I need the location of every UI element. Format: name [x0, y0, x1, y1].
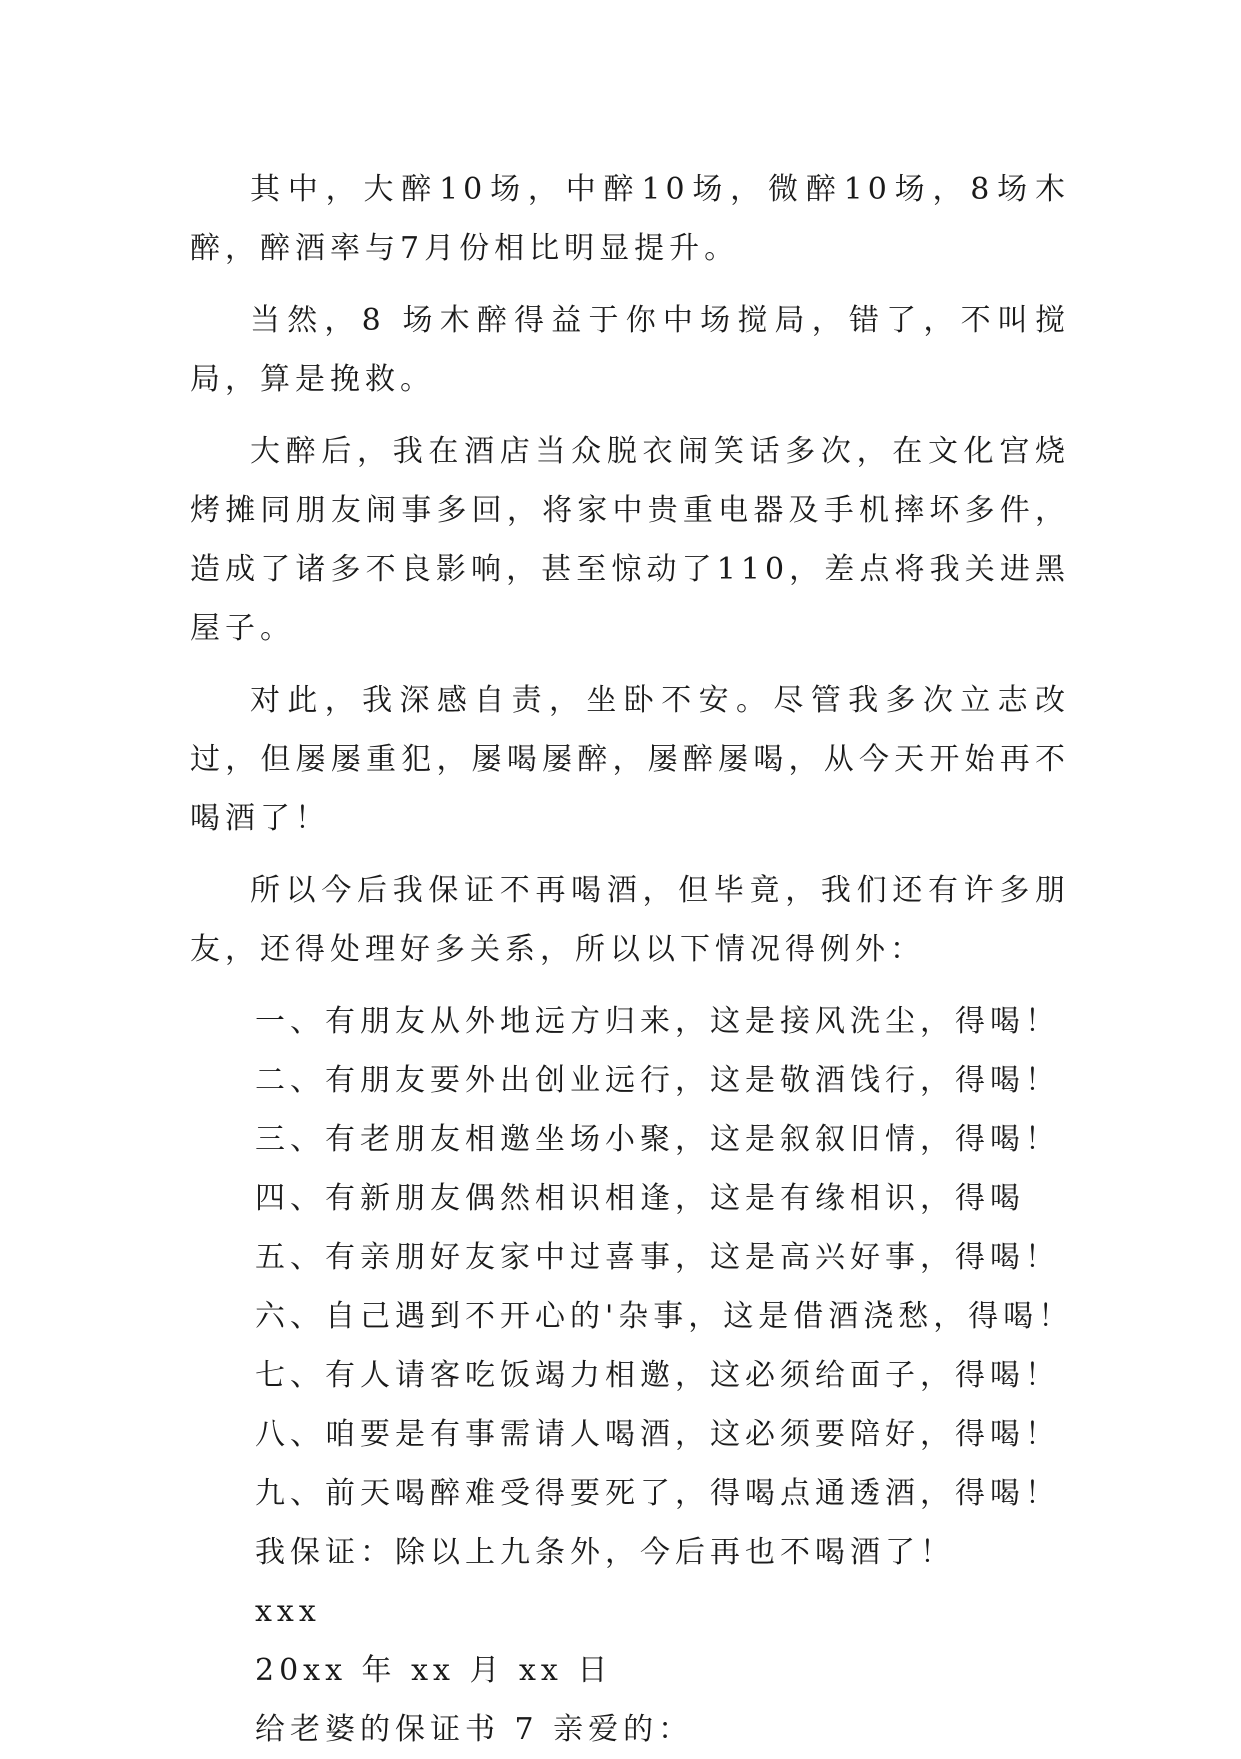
list-item: 二、有朋友要外出创业远行，这是敬酒饯行，得喝！: [255, 1063, 1060, 1098]
list-item: 五、有亲朋好友家中过喜事，这是高兴好事，得喝！: [255, 1240, 1060, 1275]
list-item: 八、咱要是有事需请人喝酒，这必须要陪好，得喝！: [255, 1417, 1060, 1452]
date-line: 20xx 年 xx 月 xx 日: [255, 1653, 613, 1688]
list-item: 一、有朋友从外地远方归来，这是接风洗尘，得喝！: [255, 1004, 1060, 1039]
document-page: [190, 160, 1074, 1759]
list-item: 九、前天喝醉难受得要死了，得喝点通透酒，得喝！: [255, 1476, 1060, 1511]
paragraph-drunk-stats: 其中，大醉10场，中醉10场，微醉10场，8场木醉，醉酒率与7月份相比明显提升。: [190, 172, 1070, 266]
paragraph-remorse: 对此，我深感自责，坐卧不安。尽管我多次立志改过，但屡屡重犯，屡喝屡醉，屡醉屡喝，从今天开始再不喝酒了！: [190, 683, 1070, 836]
signature: xxx: [255, 1594, 321, 1629]
list-item: 三、有老朋友相邀坐场小聚，这是叙叙旧情，得喝！: [255, 1122, 1060, 1157]
paragraph-rescue: 当然，8 场木醉得益于你中场搅局，错了，不叫搅局，算是挽救。: [190, 303, 1070, 397]
exceptions-list: [190, 992, 1074, 1523]
list-item: 四、有新朋友偶然相识相逢，这是有缘相识，得喝: [255, 1181, 1025, 1216]
paragraph-exceptions-intro: 所以今后我保证不再喝酒，但毕竟，我们还有许多朋友，还得处理好多关系，所以以下情况得例外：: [190, 873, 1070, 967]
next-section-heading: 给老婆的保证书 7 亲爱的：: [255, 1712, 694, 1747]
list-item: 七、有人请客吃饭竭力相邀，这必须给面子，得喝！: [255, 1358, 1060, 1393]
pledge-statement: 我保证：除以上九条外，今后再也不喝酒了！: [255, 1535, 955, 1570]
paragraph-incidents: 大醉后，我在酒店当众脱衣闹笑话多次，在文化宫烧烤摊同朋友闹事多回，将家中贵重电器及手机摔坏多件，造成了诸多不良影响，甚至惊动了110，差点将我关进黑屋子。: [190, 434, 1070, 646]
list-item: 六、自己遇到不开心的'杂事，这是借酒浇愁，得喝！: [255, 1299, 1074, 1334]
